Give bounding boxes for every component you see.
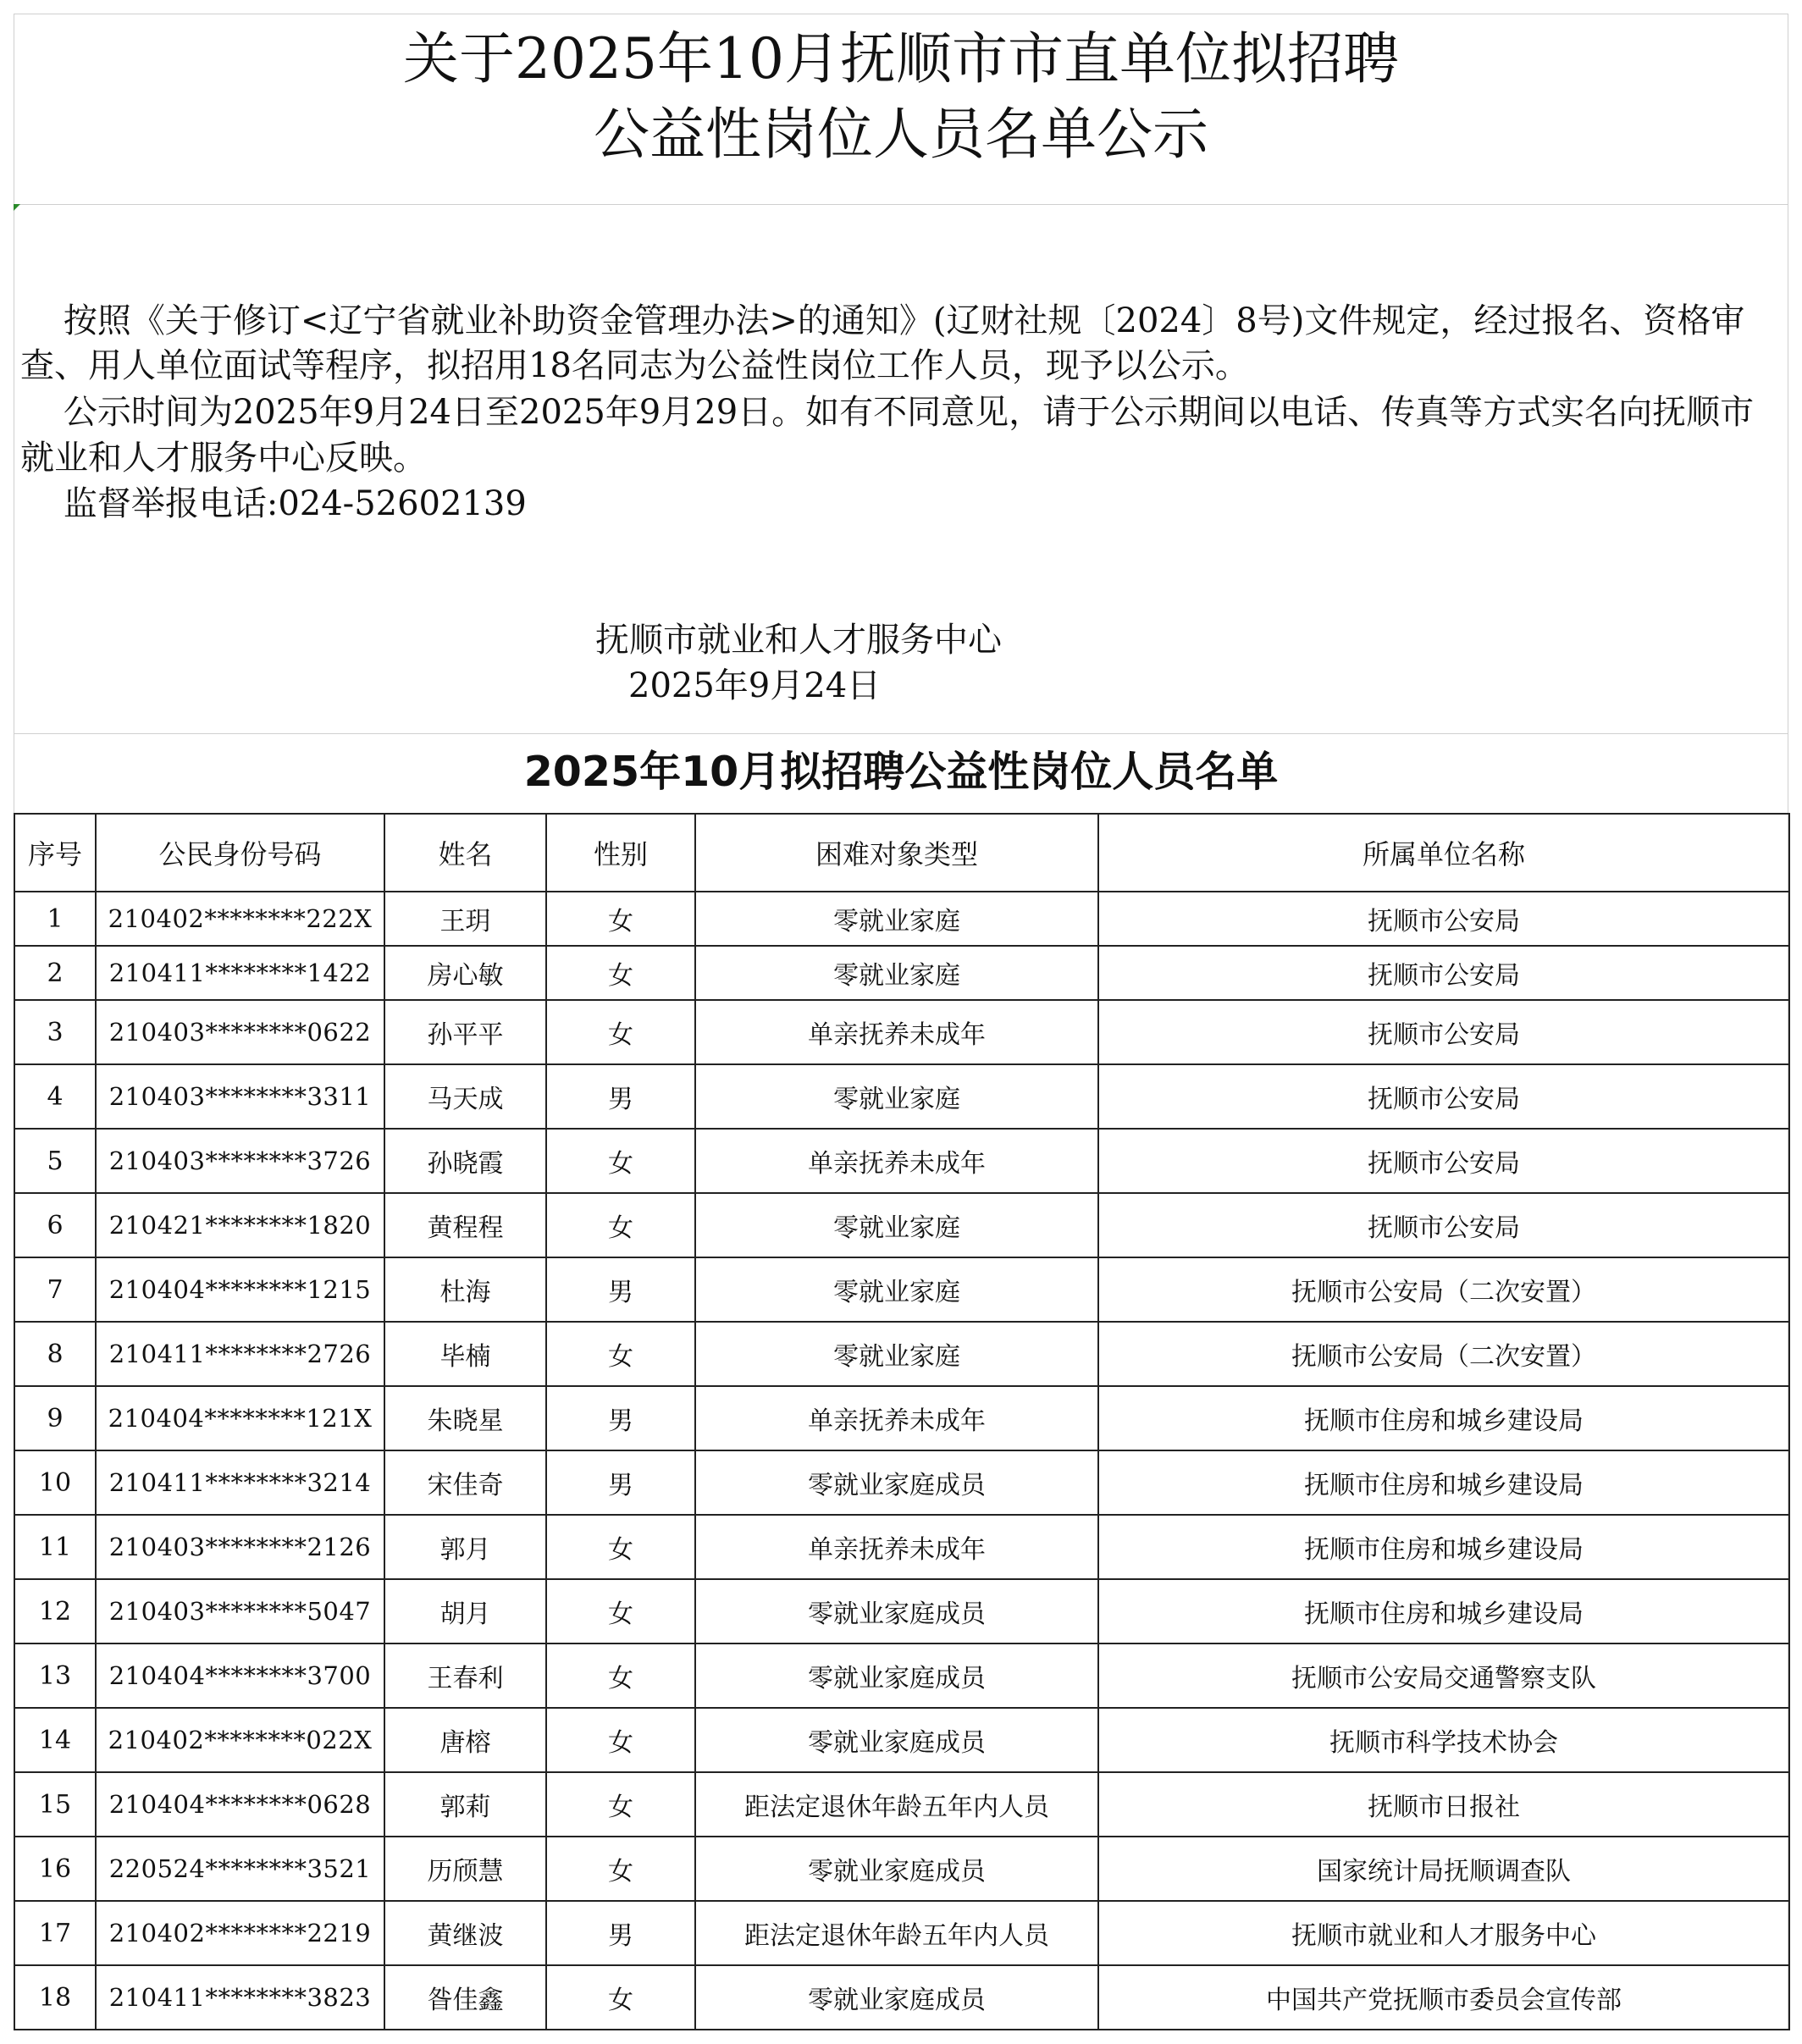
unit-name-cell: 抚顺市公安局（二次安置） <box>1098 1322 1789 1386</box>
table-row <box>14 1708 1789 1772</box>
hardship-type-cell: 零就业家庭 <box>695 1322 1098 1386</box>
hardship-type-cell: 零就业家庭 <box>695 1193 1098 1257</box>
table-row <box>14 1257 1789 1322</box>
table-row <box>14 1515 1789 1579</box>
column-header-number: 序号 <box>14 814 96 892</box>
table-row <box>14 1000 1789 1064</box>
signature-organization: 抚顺市就业和人才服务中心 <box>595 621 1002 660</box>
hardship-type-cell: 距法定退休年龄五年内人员 <box>695 1772 1098 1837</box>
id-number-cell: 210421********1820 <box>96 1193 384 1257</box>
hardship-type-cell: 单亲抚养未成年 <box>695 1000 1098 1064</box>
gender-cell: 男 <box>546 1064 695 1129</box>
hardship-type-cell: 零就业家庭成员 <box>695 1643 1098 1708</box>
id-number-cell: 210404********0628 <box>96 1772 384 1837</box>
person-name-cell: 郭月 <box>384 1515 546 1579</box>
personnel-table <box>14 813 1790 2030</box>
row-number-cell: 17 <box>14 1901 96 1965</box>
table-row <box>14 1965 1789 2030</box>
id-number-cell: 210402********022X <box>96 1708 384 1772</box>
hardship-type-cell: 零就业家庭成员 <box>695 1837 1098 1901</box>
person-name-cell: 马天成 <box>384 1064 546 1129</box>
person-name-cell: 王春利 <box>384 1643 546 1708</box>
person-name-cell: 朱晓星 <box>384 1386 546 1450</box>
gender-cell: 女 <box>546 1515 695 1579</box>
id-number-cell: 210403********3311 <box>96 1064 384 1129</box>
notice-paragraph-1-line-2: 查、用人单位面试等程序，拟招用18名同志为公益性岗位工作人员，现予以公示。 <box>20 346 1249 385</box>
gender-cell: 女 <box>546 1129 695 1193</box>
hardship-type-cell: 零就业家庭 <box>695 1257 1098 1322</box>
row-number-cell: 9 <box>14 1386 96 1450</box>
hardship-type-cell: 单亲抚养未成年 <box>695 1515 1098 1579</box>
page-title-line-2: 公益性岗位人员名单公示 <box>594 102 1208 167</box>
person-name-cell: 房心敏 <box>384 946 546 1000</box>
hardship-type-cell: 零就业家庭 <box>695 892 1098 946</box>
unit-name-cell: 抚顺市公安局 <box>1098 1129 1789 1193</box>
row-number-cell: 15 <box>14 1772 96 1837</box>
unit-name-cell: 抚顺市住房和城乡建设局 <box>1098 1579 1789 1643</box>
unit-name-cell: 抚顺市日报社 <box>1098 1772 1789 1837</box>
gender-cell: 女 <box>546 1965 695 2030</box>
table-header-row <box>14 814 1789 892</box>
row-number-cell: 8 <box>14 1322 96 1386</box>
signature-date: 2025年9月24日 <box>628 666 882 705</box>
person-name-cell: 黄程程 <box>384 1193 546 1257</box>
person-name-cell: 历颀慧 <box>384 1837 546 1901</box>
unit-name-cell: 抚顺市住房和城乡建设局 <box>1098 1386 1789 1450</box>
gender-cell: 女 <box>546 1322 695 1386</box>
gender-cell: 女 <box>546 946 695 1000</box>
table-row <box>14 1129 1789 1193</box>
hardship-type-cell: 单亲抚养未成年 <box>695 1129 1098 1193</box>
column-header-unit: 所属单位名称 <box>1098 814 1789 892</box>
id-number-cell: 210411********3823 <box>96 1965 384 2030</box>
column-header-id-number: 公民身份号码 <box>96 814 384 892</box>
row-number-cell: 5 <box>14 1129 96 1193</box>
hardship-type-cell: 距法定退休年龄五年内人员 <box>695 1901 1098 1965</box>
person-name-cell: 胡月 <box>384 1579 546 1643</box>
unit-name-cell: 国家统计局抚顺调查队 <box>1098 1837 1789 1901</box>
id-number-cell: 210403********0622 <box>96 1000 384 1064</box>
column-header-gender: 性别 <box>546 814 695 892</box>
table-row <box>14 1837 1789 1901</box>
row-number-cell: 10 <box>14 1450 96 1515</box>
cell-marker-icon <box>14 204 20 211</box>
notice-paragraph-2-line-1: 公示时间为2025年9月24日至2025年9月29日。如有不同意见，请于公示期间以电话、传真等方式实名向抚顺市 <box>63 393 1755 432</box>
id-number-cell: 210411********3214 <box>96 1450 384 1515</box>
page-title-line-1: 关于2025年10月抚顺市市直单位拟招聘 <box>403 26 1399 91</box>
person-name-cell: 孙平平 <box>384 1000 546 1064</box>
unit-name-cell: 抚顺市住房和城乡建设局 <box>1098 1450 1789 1515</box>
gender-cell: 男 <box>546 1450 695 1515</box>
id-number-cell: 210403********3726 <box>96 1129 384 1193</box>
hardship-type-cell: 零就业家庭 <box>695 946 1098 1000</box>
id-number-cell: 210403********2126 <box>96 1515 384 1579</box>
unit-name-cell: 抚顺市住房和城乡建设局 <box>1098 1515 1789 1579</box>
id-number-cell: 210402********222X <box>96 892 384 946</box>
notice-hotline: 监督举报电话:024-52602139 <box>63 484 527 523</box>
table-row <box>14 1450 1789 1515</box>
column-header-hardship-type: 困难对象类型 <box>695 814 1098 892</box>
person-name-cell: 毕楠 <box>384 1322 546 1386</box>
unit-name-cell: 中国共产党抚顺市委员会宣传部 <box>1098 1965 1789 2030</box>
row-number-cell: 1 <box>14 892 96 946</box>
table-row <box>14 1064 1789 1129</box>
column-header-name: 姓名 <box>384 814 546 892</box>
table-row <box>14 1901 1789 1965</box>
row-number-cell: 2 <box>14 946 96 1000</box>
hardship-type-cell: 零就业家庭 <box>695 1064 1098 1129</box>
id-number-cell: 210402********2219 <box>96 1901 384 1965</box>
gender-cell: 女 <box>546 892 695 946</box>
unit-name-cell: 抚顺市公安局 <box>1098 946 1789 1000</box>
row-number-cell: 3 <box>14 1000 96 1064</box>
person-name-cell: 孙晓霞 <box>384 1129 546 1193</box>
row-number-cell: 7 <box>14 1257 96 1322</box>
id-number-cell: 210403********5047 <box>96 1579 384 1643</box>
person-name-cell: 昝佳鑫 <box>384 1965 546 2030</box>
gender-cell: 男 <box>546 1901 695 1965</box>
row-number-cell: 6 <box>14 1193 96 1257</box>
row-number-cell: 12 <box>14 1579 96 1643</box>
unit-name-cell: 抚顺市公安局 <box>1098 1000 1789 1064</box>
id-number-cell: 210411********2726 <box>96 1322 384 1386</box>
person-name-cell: 王玥 <box>384 892 546 946</box>
unit-name-cell: 抚顺市公安局 <box>1098 1193 1789 1257</box>
gender-cell: 女 <box>546 1772 695 1837</box>
id-number-cell: 210404********121X <box>96 1386 384 1450</box>
row-number-cell: 16 <box>14 1837 96 1901</box>
id-number-cell: 210404********3700 <box>96 1643 384 1708</box>
person-name-cell: 杜海 <box>384 1257 546 1322</box>
row-number-cell: 4 <box>14 1064 96 1129</box>
table-row <box>14 1386 1789 1450</box>
person-name-cell: 黄继波 <box>384 1901 546 1965</box>
gender-cell: 女 <box>546 1643 695 1708</box>
gender-cell: 女 <box>546 1193 695 1257</box>
hardship-type-cell: 单亲抚养未成年 <box>695 1386 1098 1450</box>
notice-paragraph-1-line-1: 按照《关于修订<辽宁省就业补助资金管理办法>的通知》(辽财社规〔2024〕8号)文件规定，经过报名、资格审 <box>63 301 1745 340</box>
notice-paragraph-2-line-2: 就业和人才服务中心反映。 <box>20 439 427 478</box>
table-row <box>14 1643 1789 1708</box>
row-number-cell: 11 <box>14 1515 96 1579</box>
id-number-cell: 220524********3521 <box>96 1837 384 1901</box>
id-number-cell: 210404********1215 <box>96 1257 384 1322</box>
gender-cell: 女 <box>546 1579 695 1643</box>
table-row <box>14 946 1789 1000</box>
unit-name-cell: 抚顺市就业和人才服务中心 <box>1098 1901 1789 1965</box>
gender-cell: 男 <box>546 1257 695 1322</box>
gender-cell: 女 <box>546 1000 695 1064</box>
table-row <box>14 1579 1789 1643</box>
table-row <box>14 1772 1789 1837</box>
hardship-type-cell: 零就业家庭成员 <box>695 1579 1098 1643</box>
table-row <box>14 892 1789 946</box>
unit-name-cell: 抚顺市公安局 <box>1098 1064 1789 1129</box>
unit-name-cell: 抚顺市公安局（二次安置） <box>1098 1257 1789 1322</box>
row-number-cell: 13 <box>14 1643 96 1708</box>
id-number-cell: 210411********1422 <box>96 946 384 1000</box>
row-number-cell: 18 <box>14 1965 96 2030</box>
person-name-cell: 唐榕 <box>384 1708 546 1772</box>
unit-name-cell: 抚顺市公安局交通警察支队 <box>1098 1643 1789 1708</box>
row-number-cell: 14 <box>14 1708 96 1772</box>
title-divider <box>14 204 1788 205</box>
person-name-cell: 郭莉 <box>384 1772 546 1837</box>
gender-cell: 女 <box>546 1837 695 1901</box>
table-row <box>14 1193 1789 1257</box>
hardship-type-cell: 零就业家庭成员 <box>695 1965 1098 2030</box>
table-row <box>14 1322 1789 1386</box>
unit-name-cell: 抚顺市科学技术协会 <box>1098 1708 1789 1772</box>
list-title: 2025年10月拟招聘公益性岗位人员名单 <box>523 748 1279 796</box>
person-name-cell: 宋佳奇 <box>384 1450 546 1515</box>
hardship-type-cell: 零就业家庭成员 <box>695 1450 1098 1515</box>
gender-cell: 女 <box>546 1708 695 1772</box>
unit-name-cell: 抚顺市公安局 <box>1098 892 1789 946</box>
hardship-type-cell: 零就业家庭成员 <box>695 1708 1098 1772</box>
gender-cell: 男 <box>546 1386 695 1450</box>
